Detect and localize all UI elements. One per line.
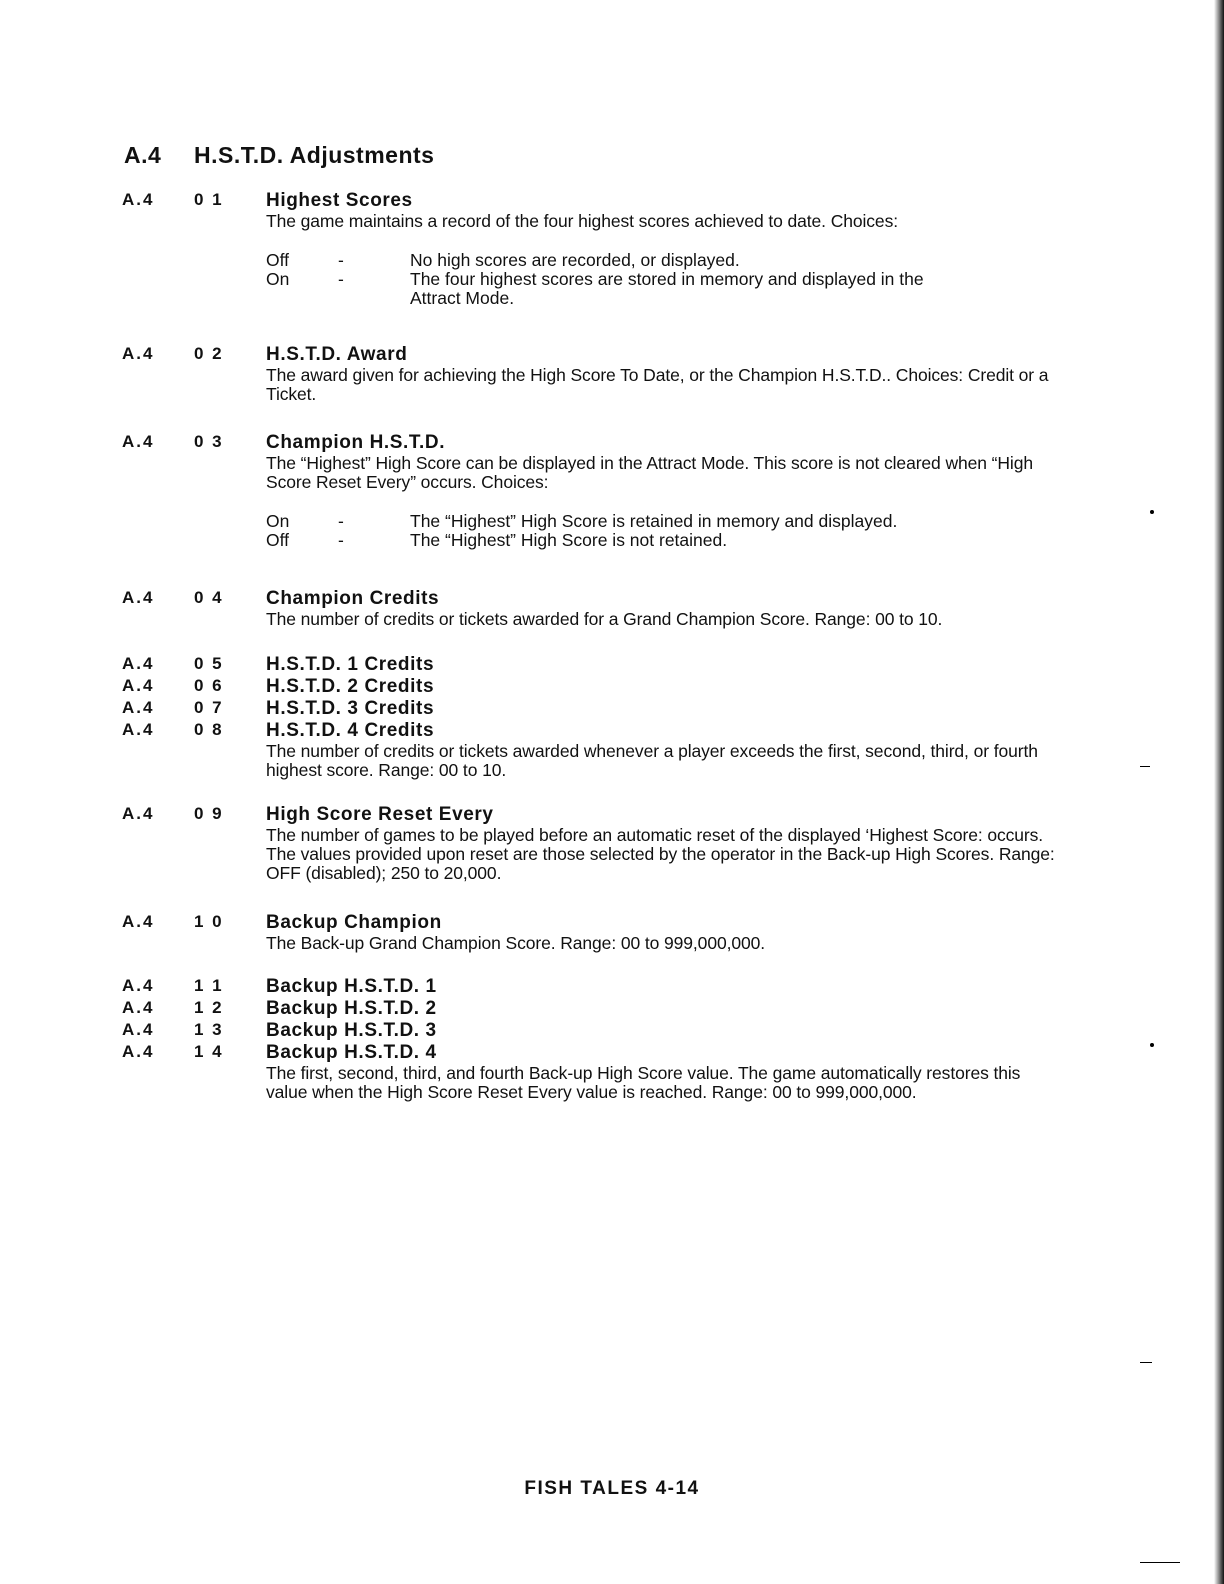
choice-dash: - — [338, 530, 344, 550]
entry-item-number: 1 0 — [194, 912, 224, 931]
entry-row — [0, 676, 1224, 698]
entry-backup-hstd — [0, 976, 1224, 1102]
entry-row — [0, 720, 1224, 742]
entry-description: The first, second, third, and fourth Back-up High Score value. The game automatically restores this value when the High Score Reset Every value is reached. Range: 00 to 999,000,000. — [266, 1063, 1021, 1102]
choice-item — [266, 251, 1056, 270]
entry-code: A.4 — [122, 1042, 155, 1061]
entry-title: Backup H.S.T.D. 4 — [266, 1042, 437, 1063]
entry-code: A.4 — [122, 698, 155, 717]
entry-title: Champion H.S.T.D. — [266, 432, 446, 453]
entry-hstd-award — [0, 344, 1224, 404]
entry-description: The game maintains a record of the four highest scores achieved to date. Choices: — [266, 211, 898, 231]
entry-title: High Score Reset Every — [266, 804, 494, 825]
entry-description: The number of credits or tickets awarded whenever a player exceeds the first, second, third, or fourth highest score. Range: 00 to 10. — [266, 741, 1038, 780]
entry-code: A.4 — [122, 998, 155, 1017]
entry-item-number: 0 5 — [194, 654, 224, 673]
entry-item-number: 0 1 — [194, 190, 224, 209]
entry-item-number: 0 7 — [194, 698, 224, 717]
entry-title: Backup H.S.T.D. 2 — [266, 998, 437, 1019]
entry-code: A.4 — [122, 912, 155, 931]
entry-row — [0, 190, 1224, 212]
entry-high-score-reset — [0, 804, 1224, 883]
choice-item — [266, 270, 1056, 308]
entry-row — [0, 976, 1224, 998]
scan-speck — [1140, 766, 1150, 767]
entry-hstd-credits — [0, 654, 1224, 780]
entry-code: A.4 — [122, 588, 155, 607]
entry-code: A.4 — [122, 1020, 155, 1039]
choice-list — [266, 251, 1056, 308]
entry-row — [0, 432, 1224, 454]
entry-title: H.S.T.D. Award — [266, 344, 408, 365]
entry-item-number: 0 6 — [194, 676, 224, 695]
entry-title: H.S.T.D. 1 Credits — [266, 654, 435, 675]
entry-item-number: 1 3 — [194, 1020, 224, 1039]
entry-backup-champion — [0, 912, 1224, 953]
choice-list — [266, 512, 1056, 550]
entry-item-number: 0 8 — [194, 720, 224, 739]
entry-code: A.4 — [122, 190, 155, 209]
choice-text: No high scores are recorded, or displayed. — [410, 250, 740, 270]
entry-description: The number of credits or tickets awarded for a Grand Champion Score. Range: 00 to 10. — [266, 609, 943, 629]
scan-speck — [1140, 1362, 1152, 1363]
entry-description: The number of games to be played before an automatic reset of the displayed ‘Highest Score: occurs. The values provided upon reset are those selected by the operator in the Back-up High Scores. Range: OFF (disabled); 250 to 20,000. — [266, 825, 1055, 883]
choice-dash: - — [338, 269, 344, 289]
entry-row — [0, 804, 1224, 826]
choice-label: On — [266, 511, 290, 531]
entry-description: The “Highest” High Score can be displayed in the Attract Mode. This score is not cleared when “High Score Reset Every” occurs. Choices: — [266, 453, 1033, 492]
entry-title: H.S.T.D. 4 Credits — [266, 720, 435, 741]
choice-text: The four highest scores are stored in memory and displayed in the Attract Mode. — [410, 269, 924, 308]
choice-item — [266, 512, 1056, 531]
entry-code: A.4 — [122, 654, 155, 673]
choice-label: On — [266, 269, 290, 289]
entry-code: A.4 — [122, 976, 155, 995]
entry-row — [0, 1042, 1224, 1064]
choice-text: The “Highest” High Score is retained in memory and displayed. — [410, 511, 898, 531]
entry-code: A.4 — [122, 432, 155, 451]
entry-title: Highest Scores — [266, 190, 413, 211]
entry-title: H.S.T.D. 2 Credits — [266, 676, 435, 697]
section-heading — [124, 142, 434, 169]
entry-champion-credits — [0, 588, 1224, 629]
entry-item-number: 0 4 — [194, 588, 224, 607]
scan-speck — [1150, 1043, 1154, 1047]
entry-item-number: 0 2 — [194, 344, 224, 363]
entry-row — [0, 1020, 1224, 1042]
entry-row — [0, 912, 1224, 934]
section-title-text: H.S.T.D. Adjustments — [194, 142, 435, 168]
entry-row — [0, 998, 1224, 1020]
choice-label: Off — [266, 250, 290, 270]
page-footer: FISH TALES 4-14 — [524, 1478, 700, 1499]
entry-item-number: 0 3 — [194, 432, 224, 451]
entry-champion-hstd — [0, 432, 1224, 550]
entry-item-number: 1 4 — [194, 1042, 224, 1061]
entry-title: Backup H.S.T.D. 3 — [266, 1020, 437, 1041]
choice-label: Off — [266, 530, 290, 550]
entry-item-number: 1 1 — [194, 976, 224, 995]
entry-row — [0, 344, 1224, 366]
choice-text: The “Highest” High Score is not retained. — [410, 530, 728, 550]
entry-code: A.4 — [122, 804, 155, 823]
entry-title: Champion Credits — [266, 588, 440, 609]
entry-highest-scores — [0, 190, 1224, 308]
scan-speck — [1150, 510, 1154, 514]
entry-row — [0, 698, 1224, 720]
entry-row — [0, 588, 1224, 610]
entry-code: A.4 — [122, 676, 155, 695]
entry-description: The award given for achieving the High Score To Date, or the Champion H.S.T.D.. Choices: Credit or a Ticket. — [266, 365, 1049, 404]
entry-title: Backup Champion — [266, 912, 442, 933]
entry-title: H.S.T.D. 3 Credits — [266, 698, 435, 719]
choice-dash: - — [338, 250, 344, 270]
entry-description: The Back-up Grand Champion Score. Range: 00 to 999,000,000. — [266, 933, 766, 953]
entry-code: A.4 — [122, 720, 155, 739]
entry-row — [0, 654, 1224, 676]
section-number: A.4 — [124, 142, 162, 168]
entry-title: Backup H.S.T.D. 1 — [266, 976, 437, 997]
entry-item-number: 1 2 — [194, 998, 224, 1017]
scan-edge-shadow — [1214, 0, 1224, 1584]
choice-item — [266, 531, 1056, 550]
entry-code: A.4 — [122, 344, 155, 363]
choice-dash: - — [338, 511, 344, 531]
entry-item-number: 0 9 — [194, 804, 224, 823]
scan-speck — [1140, 1562, 1180, 1563]
